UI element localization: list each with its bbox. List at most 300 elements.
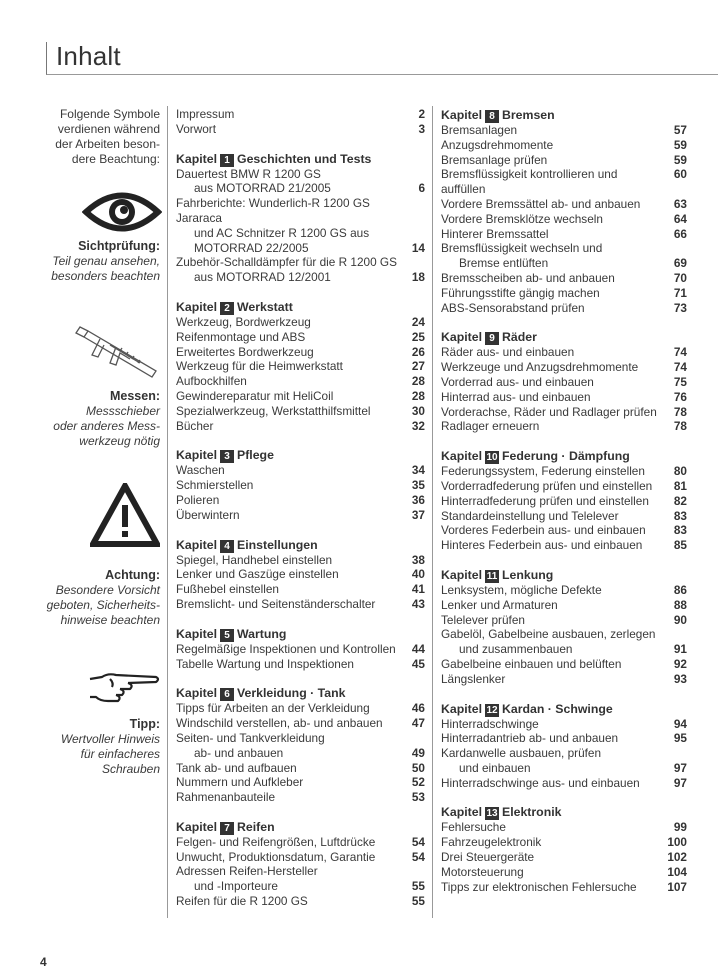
toc-entry[interactable] bbox=[176, 582, 425, 597]
toc-entry-page: 41 bbox=[411, 582, 425, 597]
toc-entry[interactable] bbox=[176, 790, 425, 805]
toc-entry[interactable] bbox=[441, 479, 687, 494]
toc-entry-title: Felgen- und Reifengrößen, Luftdrücke bbox=[176, 834, 376, 849]
toc-entry[interactable] bbox=[441, 880, 687, 895]
toc-entry[interactable] bbox=[176, 478, 425, 493]
toc-entry-page bbox=[401, 864, 425, 879]
legend-text: oder anderes Mess- bbox=[53, 419, 160, 433]
column-divider bbox=[432, 106, 433, 918]
toc-entry-page: 107 bbox=[667, 879, 687, 894]
toc-entry-page: 95 bbox=[673, 731, 687, 746]
legend-item-sichtpruefung bbox=[30, 239, 160, 284]
toc-entry-page: 36 bbox=[411, 492, 425, 507]
toc-entry-page: 64 bbox=[673, 211, 687, 226]
toc-column-right bbox=[441, 107, 687, 894]
toc-entry-page: 100 bbox=[667, 835, 687, 850]
toc-entry-title: Bremsanlagen bbox=[441, 123, 518, 137]
toc-entry-page: 82 bbox=[673, 493, 687, 508]
toc-entry[interactable] bbox=[176, 775, 425, 790]
symbol-legend bbox=[30, 107, 160, 776]
chapter-number-badge: 6 bbox=[220, 688, 234, 701]
legend-text: für einfacheres bbox=[80, 747, 160, 761]
toc-entry-page: 30 bbox=[411, 403, 425, 418]
toc-entry[interactable] bbox=[176, 374, 425, 389]
toc-entry[interactable] bbox=[441, 627, 687, 642]
toc-entry[interactable] bbox=[441, 494, 687, 509]
toc-entry-title: Standardeinstellung und Telelever bbox=[441, 508, 619, 523]
chapter-label: Kapitel bbox=[441, 449, 482, 464]
toc-entry[interactable] bbox=[176, 167, 425, 182]
chapter-heading[interactable] bbox=[176, 151, 425, 167]
toc-entry[interactable] bbox=[441, 405, 687, 420]
toc-entry[interactable] bbox=[441, 256, 687, 271]
toc-entry-page: 75 bbox=[673, 374, 687, 389]
toc-entry[interactable] bbox=[441, 390, 687, 405]
toc-entry-page: 78 bbox=[673, 419, 687, 434]
toc-entry-title: Spezialwerkzeug, Werkstatthilfsmittel bbox=[176, 403, 371, 418]
toc-entry-title: Kardanwelle ausbauen, prüfen bbox=[441, 746, 602, 761]
toc-entry-title: Drei Steuergeräte bbox=[441, 850, 535, 865]
toc-entry-title: Spiegel, Handhebel einstellen bbox=[176, 552, 333, 567]
toc-entry-page: 93 bbox=[673, 671, 687, 686]
legend-text: werkzeug nötig bbox=[79, 434, 160, 448]
chapter-number-badge: 1 bbox=[220, 154, 234, 167]
toc-entry-page: 55 bbox=[411, 894, 425, 909]
chapter-label: Kapitel bbox=[441, 108, 482, 122]
toc-entry[interactable] bbox=[176, 879, 425, 894]
toc-entry-title: Zubehör-Schalldämpfer für die R 1200 GS bbox=[176, 255, 397, 270]
toc-entry-page bbox=[401, 731, 425, 746]
toc-entry-page: 52 bbox=[411, 775, 425, 790]
toc-entry-page: 44 bbox=[411, 641, 425, 656]
toc-entry-title: Hinterradantrieb ab- und anbauen bbox=[441, 731, 619, 746]
legend-text: besonders beachten bbox=[51, 269, 160, 283]
toc-entry-title: Motorsteuerung bbox=[441, 864, 524, 879]
toc-entry-title: aus MOTORRAD 12/2001 bbox=[194, 270, 331, 285]
toc-entry[interactable] bbox=[441, 642, 687, 657]
toc-entry[interactable] bbox=[441, 464, 687, 479]
toc-entry-page: 34 bbox=[411, 463, 425, 478]
toc-entry[interactable] bbox=[441, 538, 687, 553]
toc-entry[interactable] bbox=[441, 850, 687, 865]
chapter-title: Geschichten und Tests bbox=[237, 151, 372, 166]
toc-entry-title: Unwucht, Produktionsdatum, Garantie bbox=[176, 849, 376, 864]
chapter-title: Lenkung bbox=[502, 567, 554, 582]
chapter-heading[interactable] bbox=[176, 299, 425, 315]
toc-entry[interactable] bbox=[441, 241, 687, 256]
toc-entry[interactable] bbox=[441, 197, 687, 212]
toc-entry-title: Gewindereparatur mit HeliCoil bbox=[176, 388, 334, 403]
toc-entry-page: 76 bbox=[673, 389, 687, 404]
toc-entry-page: 57 bbox=[673, 123, 687, 137]
toc-entry-title: aus MOTORRAD 21/2005 bbox=[194, 181, 331, 196]
toc-entry-title: MOTORRAD 22/2005 bbox=[194, 240, 309, 255]
chapter-title: Reifen bbox=[237, 819, 275, 834]
warning-icon bbox=[90, 483, 160, 547]
toc-entry-title: Tank ab- und aufbauen bbox=[176, 760, 297, 775]
toc-entry-title: Bremsanlage prüfen bbox=[441, 152, 548, 167]
toc-entry-page: 50 bbox=[411, 760, 425, 775]
toc-entry[interactable] bbox=[441, 672, 687, 687]
toc-entry-page bbox=[663, 241, 687, 256]
chapter-number-badge: 11 bbox=[486, 570, 498, 582]
toc-entry[interactable] bbox=[441, 345, 687, 360]
toc-entry[interactable] bbox=[441, 776, 687, 791]
toc-entry[interactable] bbox=[441, 153, 687, 168]
toc-entry-title: Erweitertes Bordwerkzeug bbox=[176, 344, 314, 359]
toc-entry[interactable] bbox=[441, 138, 687, 153]
toc-entry[interactable] bbox=[441, 717, 687, 732]
toc-entry-title: Fahrberichte: Wunderlich-R 1200 GS Jararaca bbox=[176, 196, 370, 225]
chapter-heading[interactable] bbox=[176, 447, 425, 463]
legend-heading: Achtung: bbox=[105, 568, 160, 582]
toc-entry-title: Werkzeug für die Heimwerkstatt bbox=[176, 359, 343, 374]
toc-entry-page bbox=[663, 627, 687, 642]
toc-entry-page: 24 bbox=[411, 314, 425, 329]
legend-intro-line: der Arbeiten beson- bbox=[55, 137, 160, 151]
toc-entry[interactable] bbox=[441, 746, 687, 761]
toc-entry-page: 86 bbox=[673, 582, 687, 597]
chapter-label: Kapitel bbox=[176, 448, 217, 463]
toc-entry-page: 85 bbox=[673, 538, 687, 553]
toc-entry-title: Federungssystem, Federung einstellen bbox=[441, 464, 645, 479]
toc-entry[interactable] bbox=[176, 761, 425, 776]
chapter-title: Kardan · Schwinge bbox=[502, 701, 613, 716]
toc-entry[interactable] bbox=[441, 271, 687, 286]
toc-entry-title: Hinterradschwinge bbox=[441, 716, 539, 731]
toc-entry[interactable] bbox=[176, 315, 425, 330]
toc-entry-page: 78 bbox=[673, 404, 687, 419]
toc-entry-title: Vorderes Federbein aus- und einbauen bbox=[441, 523, 646, 538]
toc-entry-title: Führungsstifte gängig machen bbox=[441, 285, 600, 300]
toc-entry-page: 18 bbox=[411, 270, 425, 285]
toc-column-left bbox=[176, 107, 425, 909]
legend-item-achtung bbox=[30, 568, 160, 628]
toc-entry-page: 104 bbox=[667, 864, 687, 879]
chapter-heading[interactable] bbox=[441, 107, 687, 123]
toc-entry[interactable] bbox=[176, 493, 425, 508]
chapter-heading[interactable] bbox=[176, 626, 425, 642]
chapter-heading[interactable] bbox=[441, 567, 687, 583]
toc-entry-page: 6 bbox=[418, 181, 425, 196]
chapter-title: Pflege bbox=[237, 448, 274, 463]
toc-entry-title: Tipps für Arbeiten an der Verkleidung bbox=[176, 701, 370, 716]
toc-entry-title: Waschen bbox=[176, 463, 225, 478]
toc-entry-title: ab- und anbauen bbox=[194, 745, 284, 760]
toc-entry-title: Gabelöl, Gabelbeine ausbauen, zerlegen bbox=[441, 627, 656, 642]
toc-entry[interactable] bbox=[176, 389, 425, 404]
column-divider bbox=[167, 106, 168, 918]
toc-entry-page: 2 bbox=[418, 107, 425, 121]
toc-entry-title: Werkzeug, Bordwerkzeug bbox=[176, 314, 311, 329]
toc-entry-page: 59 bbox=[673, 152, 687, 167]
toc-entry-page: 37 bbox=[411, 507, 425, 522]
toc-entry[interactable] bbox=[176, 508, 425, 523]
toc-entry-page: 70 bbox=[673, 270, 687, 285]
toc-entry-page: 32 bbox=[411, 418, 425, 433]
chapter-title: Verkleidung · Tank bbox=[237, 686, 346, 701]
toc-entry[interactable] bbox=[176, 716, 425, 731]
toc-entry-page bbox=[401, 196, 425, 226]
page-number: 4 bbox=[40, 955, 47, 969]
chapter-heading[interactable] bbox=[176, 685, 425, 701]
legend-item-messen bbox=[30, 389, 160, 449]
toc-entry[interactable] bbox=[441, 761, 687, 776]
toc-entry-page: 91 bbox=[673, 642, 687, 657]
toc-entry-title: und zusammenbauen bbox=[459, 642, 573, 657]
legend-heading: Messen: bbox=[109, 389, 160, 403]
toc-entry-page bbox=[401, 255, 425, 270]
toc-entry-title: Windschild verstellen, ab- und anbauen bbox=[176, 716, 383, 731]
toc-entry[interactable] bbox=[176, 359, 425, 374]
toc-entry-title: Fehlersuche bbox=[441, 820, 506, 835]
toc-entry-title: Adressen Reifen-Hersteller bbox=[176, 864, 318, 879]
toc-entry-title: Vordere Bremsklötze wechseln bbox=[441, 211, 603, 226]
toc-entry-title: Fahrzeugelektronik bbox=[441, 835, 542, 850]
toc-entry-page: 74 bbox=[673, 345, 687, 360]
toc-entry-page: 74 bbox=[673, 360, 687, 375]
toc-entry[interactable] bbox=[176, 835, 425, 850]
toc-entry-title: Hinterer Bremssattel bbox=[441, 226, 549, 241]
toc-entry[interactable] bbox=[441, 523, 687, 538]
legend-intro bbox=[30, 107, 160, 167]
chapter-number-badge: 4 bbox=[220, 540, 234, 553]
toc-entry-title: Hinterrad aus- und einbauen bbox=[441, 389, 591, 404]
legend-text: hinweise beachten bbox=[60, 613, 160, 627]
toc-entry-title: Hinterradfederung prüfen und einstellen bbox=[441, 493, 649, 508]
legend-heading: Tipp: bbox=[129, 717, 160, 731]
toc-entry[interactable] bbox=[441, 865, 687, 880]
toc-entry[interactable] bbox=[176, 701, 425, 716]
toc-entry[interactable] bbox=[176, 864, 425, 879]
toc-entry-page: 27 bbox=[411, 359, 425, 374]
legend-intro-line: Folgende Symbole bbox=[59, 107, 160, 121]
toc-entry-title: Aufbockhilfen bbox=[176, 374, 247, 389]
toc-entry-page: 73 bbox=[673, 300, 687, 315]
toc-entry[interactable] bbox=[441, 419, 687, 434]
chapter-heading[interactable] bbox=[441, 329, 687, 345]
legend-intro-line: dere Beachtung: bbox=[71, 152, 160, 166]
page-title: Inhalt bbox=[56, 41, 121, 71]
toc-entry-title: Vorderradfederung prüfen und einstellen bbox=[441, 478, 653, 493]
chapter-title: Elektronik bbox=[502, 805, 562, 820]
toc-entry[interactable] bbox=[176, 255, 425, 270]
toc-entry[interactable] bbox=[176, 642, 425, 657]
toc-entry-page: 43 bbox=[411, 596, 425, 611]
toc-entry-page: 54 bbox=[411, 849, 425, 864]
chapter-label: Kapitel bbox=[176, 151, 217, 166]
toc-entry-page: 81 bbox=[673, 478, 687, 493]
chapter-title: Werkstatt bbox=[237, 299, 293, 314]
toc-entry-title: Längslenker bbox=[441, 671, 506, 686]
chapter-title: Räder bbox=[502, 330, 537, 345]
chapter-number-badge: 3 bbox=[220, 450, 234, 463]
toc-entry-page: 97 bbox=[673, 760, 687, 775]
toc-entry-title: Impressum bbox=[176, 107, 235, 121]
chapter-label: Kapitel bbox=[176, 819, 217, 834]
legend-heading: Sichtprüfung: bbox=[78, 239, 160, 253]
toc-entry[interactable] bbox=[176, 122, 425, 137]
toc-entry[interactable] bbox=[176, 196, 425, 226]
chapter-label: Kapitel bbox=[441, 805, 482, 820]
toc-entry-title: Hinteres Federbein aus- und einbauen bbox=[441, 538, 643, 553]
toc-entry-title: und einbauen bbox=[459, 760, 531, 775]
chapter-number-badge: 9 bbox=[485, 332, 499, 345]
toc-entry-title: Vorderachse, Räder und Radlager prüfen bbox=[441, 404, 657, 419]
legend-text: Wertvoller Hinweis bbox=[60, 732, 160, 746]
toc-entry[interactable] bbox=[441, 820, 687, 835]
chapter-heading[interactable] bbox=[176, 819, 425, 835]
chapter-heading[interactable] bbox=[441, 804, 687, 820]
toc-entry-title: Werkzeuge und Anzugsdrehmomente bbox=[441, 360, 639, 375]
toc-entry-page: 90 bbox=[673, 612, 687, 627]
toc-entry-title: Tipps zur elektronischen Fehlersuche bbox=[441, 879, 637, 894]
toc-entry[interactable] bbox=[176, 597, 425, 612]
toc-entry[interactable] bbox=[176, 894, 425, 909]
toc-entry[interactable] bbox=[176, 657, 425, 672]
toc-entry-title: Vorwort bbox=[176, 121, 216, 136]
toc-entry[interactable] bbox=[176, 270, 425, 285]
toc-entry-page: 83 bbox=[673, 508, 687, 523]
chapter-title: Bremsen bbox=[502, 108, 555, 122]
toc-entry-title: Reifenmontage und ABS bbox=[176, 329, 306, 344]
toc-entry-page bbox=[401, 226, 425, 241]
toc-entry-title: Lenker und Armaturen bbox=[441, 597, 558, 612]
toc-entry-title: Vorderrad aus- und einbauen bbox=[441, 374, 594, 389]
toc-entry[interactable] bbox=[441, 286, 687, 301]
toc-entry-title: Anzugsdrehmomente bbox=[441, 137, 554, 152]
chapter-heading[interactable] bbox=[441, 701, 687, 717]
toc-entry[interactable] bbox=[176, 419, 425, 434]
toc-entry-page: 88 bbox=[673, 597, 687, 612]
toc-entry-title: Rahmenanbauteile bbox=[176, 790, 276, 805]
toc-entry-page: 46 bbox=[411, 701, 425, 716]
title-frame bbox=[46, 42, 718, 75]
toc-entry-page: 59 bbox=[673, 137, 687, 152]
toc-entry[interactable] bbox=[176, 463, 425, 478]
toc-entry[interactable] bbox=[441, 509, 687, 524]
toc-entry-page: 40 bbox=[411, 567, 425, 582]
chapter-label: Kapitel bbox=[176, 626, 217, 641]
toc-entry-title: Lenksystem, mögliche Defekte bbox=[441, 582, 602, 597]
chapter-title: Wartung bbox=[237, 626, 287, 641]
toc-entry[interactable] bbox=[441, 657, 687, 672]
toc-entry-page: 49 bbox=[411, 745, 425, 760]
toc-entry[interactable] bbox=[441, 301, 687, 316]
chapter-label: Kapitel bbox=[441, 567, 482, 582]
toc-entry-title: Bremse entlüften bbox=[459, 256, 549, 271]
pointing-hand-icon bbox=[86, 669, 162, 709]
toc-entry[interactable] bbox=[176, 181, 425, 196]
toc-entry-title: Regelmäßige Inspektionen und Kontrollen bbox=[176, 641, 396, 656]
toc-entry-page: 83 bbox=[673, 523, 687, 538]
toc-entry-title: Reifen für die R 1200 GS bbox=[176, 894, 308, 909]
legend-text: Besondere Vorsicht bbox=[55, 583, 160, 597]
legend-text: Teil genau ansehen, bbox=[52, 254, 160, 268]
toc-entry[interactable] bbox=[176, 330, 425, 345]
toc-entry-title: Schmierstellen bbox=[176, 478, 254, 493]
toc-entry-page: 45 bbox=[411, 656, 425, 671]
toc-entry[interactable] bbox=[176, 226, 425, 241]
toc-entry-title: Dauertest BMW R 1200 GS bbox=[176, 166, 321, 181]
toc-entry-page bbox=[663, 746, 687, 761]
toc-entry-page: 3 bbox=[418, 121, 425, 136]
toc-entry[interactable] bbox=[176, 731, 425, 746]
toc-entry-title: Telelever prüfen bbox=[441, 612, 525, 627]
chapter-number-badge: 2 bbox=[220, 302, 234, 315]
toc-entry[interactable] bbox=[441, 212, 687, 227]
toc-entry[interactable] bbox=[441, 731, 687, 746]
eye-icon bbox=[82, 187, 162, 237]
toc-entry[interactable] bbox=[441, 167, 687, 197]
toc-entry-title: und AC Schnitzer R 1200 GS aus bbox=[194, 225, 370, 240]
toc-entry-page: 94 bbox=[673, 716, 687, 731]
toc-entry-page: 66 bbox=[673, 226, 687, 241]
toc-entry[interactable] bbox=[441, 360, 687, 375]
toc-entry[interactable] bbox=[441, 613, 687, 628]
chapter-label: Kapitel bbox=[176, 299, 217, 314]
toc-entry-page: 69 bbox=[673, 256, 687, 271]
toc-entry[interactable] bbox=[441, 227, 687, 242]
chapter-label: Kapitel bbox=[176, 537, 217, 552]
chapter-heading[interactable] bbox=[441, 448, 687, 464]
toc-entry-title: Nummern und Aufkleber bbox=[176, 775, 304, 790]
toc-entry[interactable] bbox=[441, 583, 687, 598]
toc-entry-page: 25 bbox=[411, 329, 425, 344]
toc-entry-page: 71 bbox=[673, 285, 687, 300]
toc-entry-page: 63 bbox=[673, 196, 687, 211]
chapter-label: Kapitel bbox=[441, 330, 482, 345]
chapter-title: Einstellungen bbox=[237, 537, 318, 552]
toc-entry[interactable] bbox=[441, 123, 687, 138]
chapter-number-badge: 7 bbox=[220, 822, 234, 835]
legend-text: Messschieber bbox=[85, 404, 160, 418]
toc-entry[interactable] bbox=[441, 598, 687, 613]
legend-item-tipp bbox=[30, 717, 160, 777]
legend-intro-line: verdienen während bbox=[57, 122, 160, 136]
toc-entry-title: Überwintern bbox=[176, 507, 240, 522]
chapter-number-badge: 8 bbox=[485, 110, 499, 123]
toc-entry[interactable] bbox=[176, 404, 425, 419]
toc-entry-page: 14 bbox=[411, 240, 425, 255]
toc-entry[interactable] bbox=[441, 835, 687, 850]
toc-entry[interactable] bbox=[176, 107, 425, 122]
toc-entry-title: Polieren bbox=[176, 492, 220, 507]
chapter-heading[interactable] bbox=[176, 537, 425, 553]
toc-entry[interactable] bbox=[176, 241, 425, 256]
chapter-number-badge: 12 bbox=[486, 704, 498, 716]
chapter-label: Kapitel bbox=[176, 686, 217, 701]
chapter-number-badge: 10 bbox=[486, 452, 498, 464]
legend-text: geboten, Sicherheits- bbox=[46, 598, 160, 612]
toc-entry-page: 60 bbox=[673, 167, 687, 182]
toc-entry[interactable] bbox=[176, 345, 425, 360]
toc-entry-page: 92 bbox=[673, 656, 687, 671]
toc-entry-title: Fußhebel einstellen bbox=[176, 582, 279, 597]
caliper-icon bbox=[70, 325, 162, 385]
toc-entry-page bbox=[401, 167, 425, 182]
toc-entry[interactable] bbox=[441, 375, 687, 390]
toc-entry[interactable] bbox=[176, 746, 425, 761]
toc-entry[interactable] bbox=[176, 567, 425, 582]
toc-entry-title: Hinterradschwinge aus- und einbauen bbox=[441, 775, 640, 790]
toc-entry[interactable] bbox=[176, 850, 425, 865]
toc-entry-page: 28 bbox=[411, 388, 425, 403]
toc-entry-title: Bremsflüssigkeit wechseln und bbox=[441, 241, 603, 256]
toc-entry-title: Gabelbeine einbauen und belüften bbox=[441, 656, 622, 671]
toc-entry[interactable] bbox=[176, 553, 425, 568]
toc-entry-title: Lenker und Gaszüge einstellen bbox=[176, 567, 339, 582]
